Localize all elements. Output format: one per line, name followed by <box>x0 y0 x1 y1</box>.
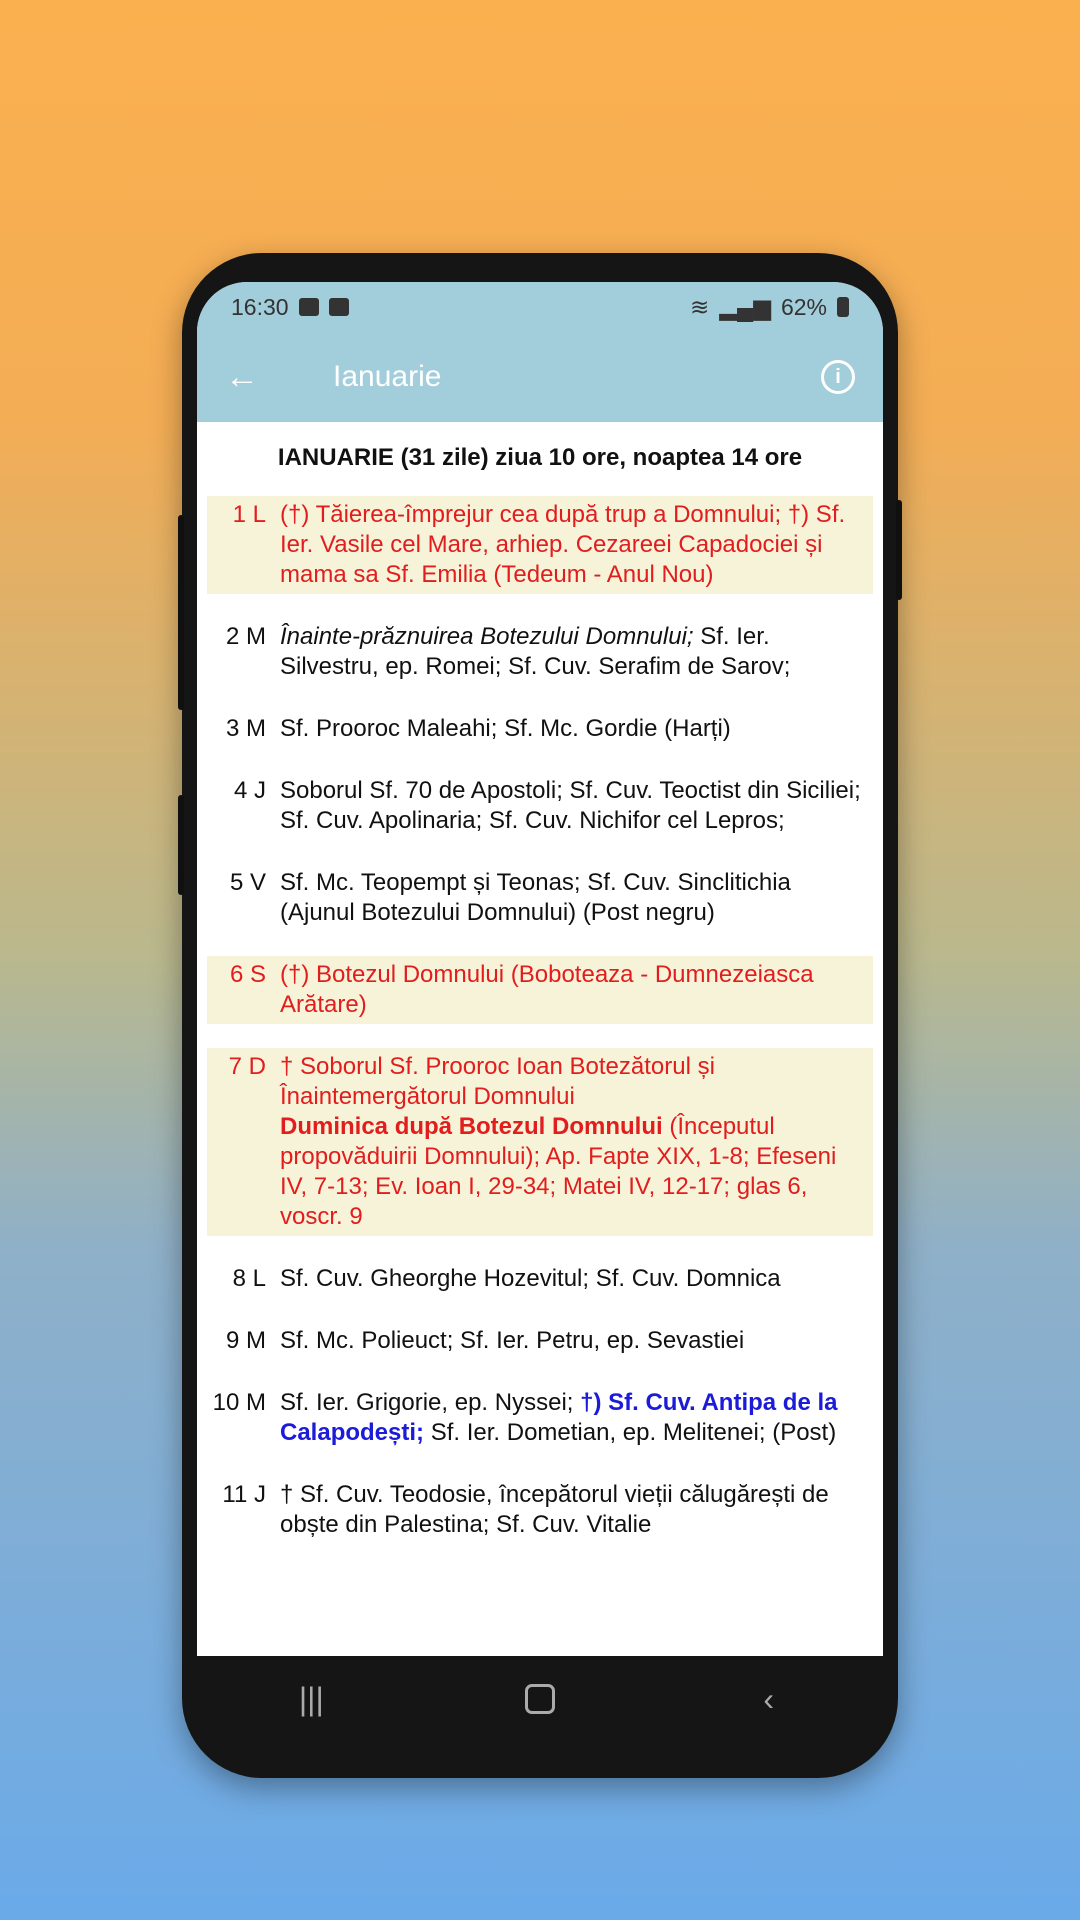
day-label: 6 S <box>229 961 266 988</box>
day-text: Sf. Cuv. Gheorghe Hozevitul; Sf. Cuv. Domnica <box>280 1265 781 1292</box>
day-text <box>280 1052 873 1232</box>
battery-icon <box>837 297 849 317</box>
checkbox-icon <box>329 298 349 316</box>
day-row-1[interactable] <box>207 496 873 594</box>
day-text-line1: † Soborul Sf. Prooroc Ioan Botezătorul și Înaintemergătorul Domnului <box>280 1053 715 1110</box>
status-time: 16:30 <box>231 293 289 320</box>
day-label: 5 V <box>229 869 266 896</box>
day-label: 10 M <box>212 1389 266 1416</box>
day-text: † Sf. Cuv. Teodosie, începătorul vieții călugărești de obște din Palestina; Sf. Cuv. Vitalie <box>280 1481 829 1538</box>
day-label: 1 L <box>232 501 266 528</box>
day-label: 11 J <box>222 1481 266 1508</box>
home-icon <box>525 1684 555 1714</box>
day-text-part1: Sf. Ier. Grigorie, ep. Nyssei; <box>280 1389 581 1416</box>
day-row-3[interactable] <box>207 710 873 748</box>
day-row-10[interactable] <box>207 1384 873 1452</box>
day-row-11[interactable] <box>207 1476 873 1544</box>
app-screen <box>197 282 883 1656</box>
back-arrow-icon[interactable]: ← <box>225 357 259 396</box>
power-button <box>896 500 902 600</box>
day-text-rest: Sf. Ier. Silvestru, ep. Romei; Sf. Cuv. Serafim de Sarov; <box>280 623 791 680</box>
gallery-icon <box>299 298 319 316</box>
day-text-part3: Sf. Ier. Dometian, ep. Melitenei; (Post) <box>424 1419 837 1446</box>
day-text-rest: (Începutul propovăduirii Domnului); Ap. Fapte XIX, 1-8; Efeseni IV, 7-13; Ev. Ioan I, 29-34; Matei IV, 12-17; glas 6, voscr. 9 <box>280 1113 837 1230</box>
day-label: 9 M <box>225 1327 266 1354</box>
volume-button <box>178 515 184 710</box>
info-icon[interactable]: i <box>821 360 855 394</box>
day-label: 4 J <box>233 777 266 804</box>
day-row-7[interactable] <box>207 1048 873 1236</box>
day-label: 3 M <box>225 715 266 742</box>
day-text-bold: Duminica după Botezul Domnului <box>280 1113 663 1140</box>
day-text <box>280 1388 873 1448</box>
day-text: Sf. Mc. Polieuct; Sf. Ier. Petru, ep. Sevastiei <box>280 1327 745 1354</box>
wifi-icon: ≋ <box>690 293 710 320</box>
status-bar <box>197 282 883 332</box>
day-text-blue: †) Sf. Cuv. Antipa de la Calapodești; <box>280 1389 838 1446</box>
day-text: Soborul Sf. 70 de Apostoli; Sf. Cuv. Teoctist din Siciliei; Sf. Cuv. Apolinaria; Sf. Cuv. Nichifor cel Lepros; <box>280 777 861 834</box>
day-text: (†) Tăierea-împrejur cea după trup a Domnului; †) Sf. Ier. Vasile cel Mare, arhiep. Cezareei Capadociei și mama sa Sf. Emilia (Tedeum - Anul Nou) <box>280 501 846 588</box>
day-label: 2 M <box>225 623 266 650</box>
day-row-2[interactable] <box>207 618 873 686</box>
calendar-content <box>197 422 883 1544</box>
day-row-5[interactable] <box>207 864 873 932</box>
day-text: Sf. Prooroc Maleahi; Sf. Mc. Gordie (Harți) <box>280 715 731 742</box>
day-row-8[interactable] <box>207 1260 873 1298</box>
day-row-6[interactable] <box>207 956 873 1024</box>
app-bar <box>197 332 883 422</box>
day-row-9[interactable] <box>207 1322 873 1360</box>
day-text <box>280 622 873 682</box>
back-icon[interactable]: ‹ <box>763 1680 774 1717</box>
home-button[interactable] <box>500 1684 580 1714</box>
page-title: Ianuarie <box>333 360 442 393</box>
recents-icon[interactable]: ||| <box>298 1680 324 1717</box>
month-header: IANUARIE (31 zile) ziua 10 ore, noaptea 14 ore <box>277 444 803 471</box>
system-nav-bar <box>197 1656 883 1742</box>
day-text: Sf. Mc. Teopempt și Teonas; Sf. Cuv. Sinclitichia (Ajunul Botezului Domnului) (Post negru) <box>280 869 791 926</box>
signal-icon: ▂▄▆ <box>719 293 771 320</box>
battery-level: 62% <box>780 293 827 320</box>
day-label: 7 D <box>228 1053 266 1080</box>
bixby-button <box>178 795 184 895</box>
day-text: (†) Botezul Domnului (Boboteaza - Dumnezeiasca Arătare) <box>280 961 814 1018</box>
day-text-italic: Înainte-prăznuirea Botezului Domnului; <box>280 623 694 650</box>
day-label: 8 L <box>232 1265 266 1292</box>
day-row-4[interactable] <box>207 772 873 840</box>
